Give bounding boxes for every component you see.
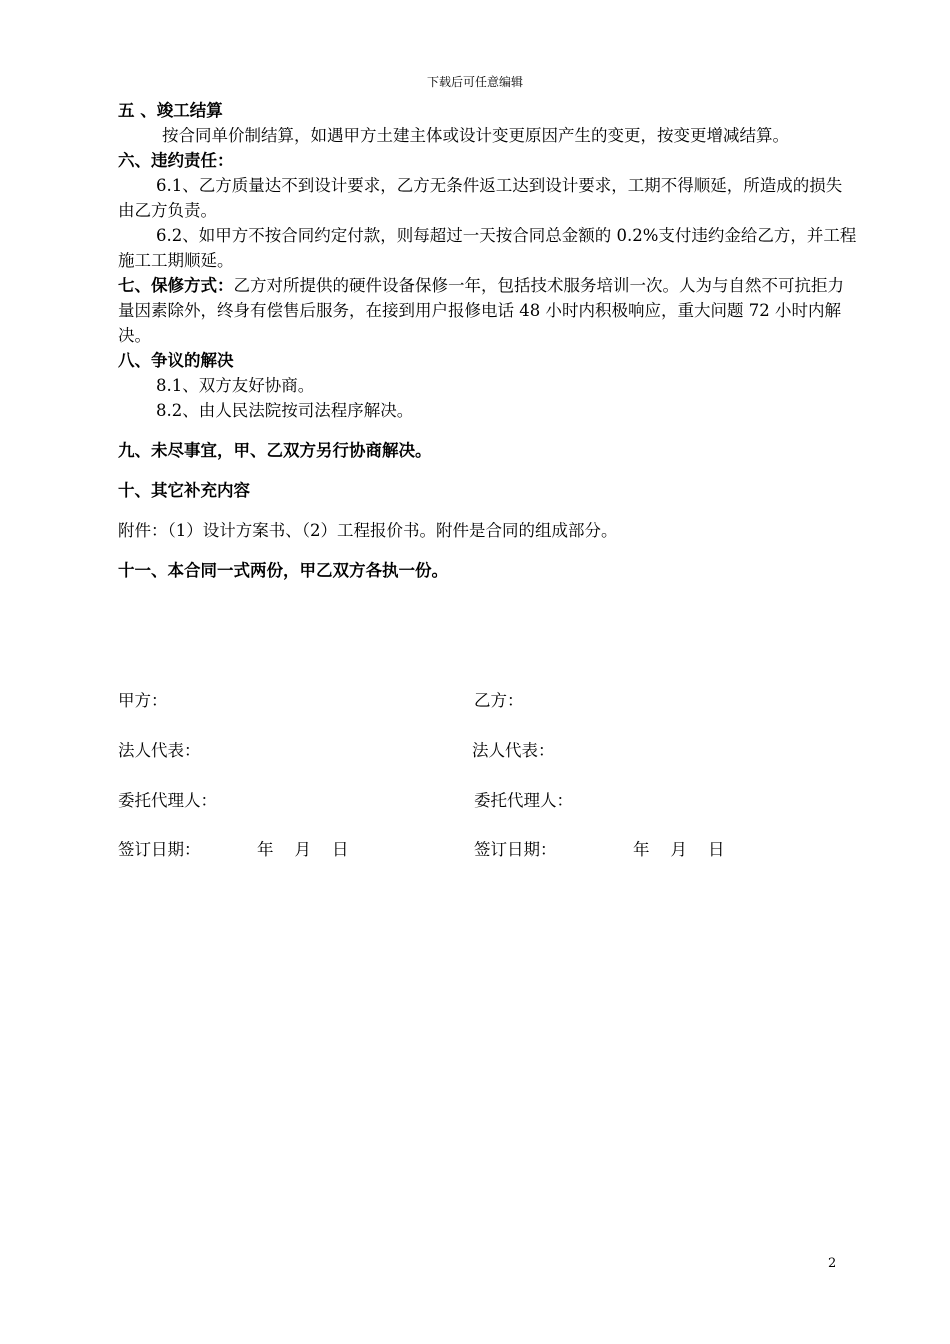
page-number: 2 <box>828 1256 837 1271</box>
party-b-date-value: 年 月 日 <box>633 840 725 859</box>
page-header: 下载后可任意编辑 <box>426 75 523 89</box>
party-a-agent-label: 委托代理人： <box>118 791 217 810</box>
section-6-1: 6.1、乙方质量达不到设计要求，乙方无条件返工达到设计要求，工期不得顺延，所造成的损失由乙方负责。 <box>118 176 843 220</box>
section-8-1: 8.1、双方友好协商。 <box>156 376 315 395</box>
section-7-body: 乙方对所提供的硬件设备保修一年，包括技术服务培训一次。人为与自然不可抗拒力量因素除外，终身有偿售后服务，在接到用户报修电话 48 小时内积极响应，重大问题 72 小时内解决。 <box>118 276 844 345</box>
party-b-date <box>633 836 724 860</box>
party-a-rep-label: 法人代表： <box>118 741 201 760</box>
contract-body <box>118 98 858 583</box>
section-10-body: 附件：（1）设计方案书、（2）工程报价书。附件是合同的组成部分。 <box>118 521 618 540</box>
section-6-2: 6.2、如甲方不按合同约定付款，则每超过一天按合同总金额的 0.2%支付违约金给乙方，并工程施工工期顺延。 <box>118 226 857 270</box>
section-5-body: 按合同单价制结算，如遇甲方土建主体或设计变更原因产生的变更，按变更增减结算。 <box>162 126 789 145</box>
section-5-title: 五 、竣工结算 <box>118 101 223 120</box>
section-11: 十一、本合同一式两份，甲乙双方各执一份。 <box>118 561 448 580</box>
party-a-label: 甲方： <box>118 691 168 710</box>
section-7-title: 七、保修方式： <box>118 276 234 295</box>
party-a-date <box>257 836 348 860</box>
party-a-date-label: 签订日期： <box>118 840 201 859</box>
party-a-date-value: 年 月 日 <box>257 840 349 859</box>
section-10-title: 十、其它补充内容 <box>118 481 250 500</box>
section-7 <box>118 273 858 348</box>
party-b-date-label: 签订日期： <box>474 840 557 859</box>
section-6-title: 六、违约责任： <box>118 151 234 170</box>
party-b-rep-label: 法人代表： <box>472 741 555 760</box>
section-8-2: 8.2、由人民法院按司法程序解决。 <box>156 401 414 420</box>
section-9: 九、未尽事宜，甲、乙双方另行协商解决。 <box>118 441 432 460</box>
section-8-title: 八、争议的解决 <box>118 351 234 370</box>
party-b-agent-label: 委托代理人： <box>474 791 573 810</box>
party-b-label: 乙方： <box>474 691 524 710</box>
